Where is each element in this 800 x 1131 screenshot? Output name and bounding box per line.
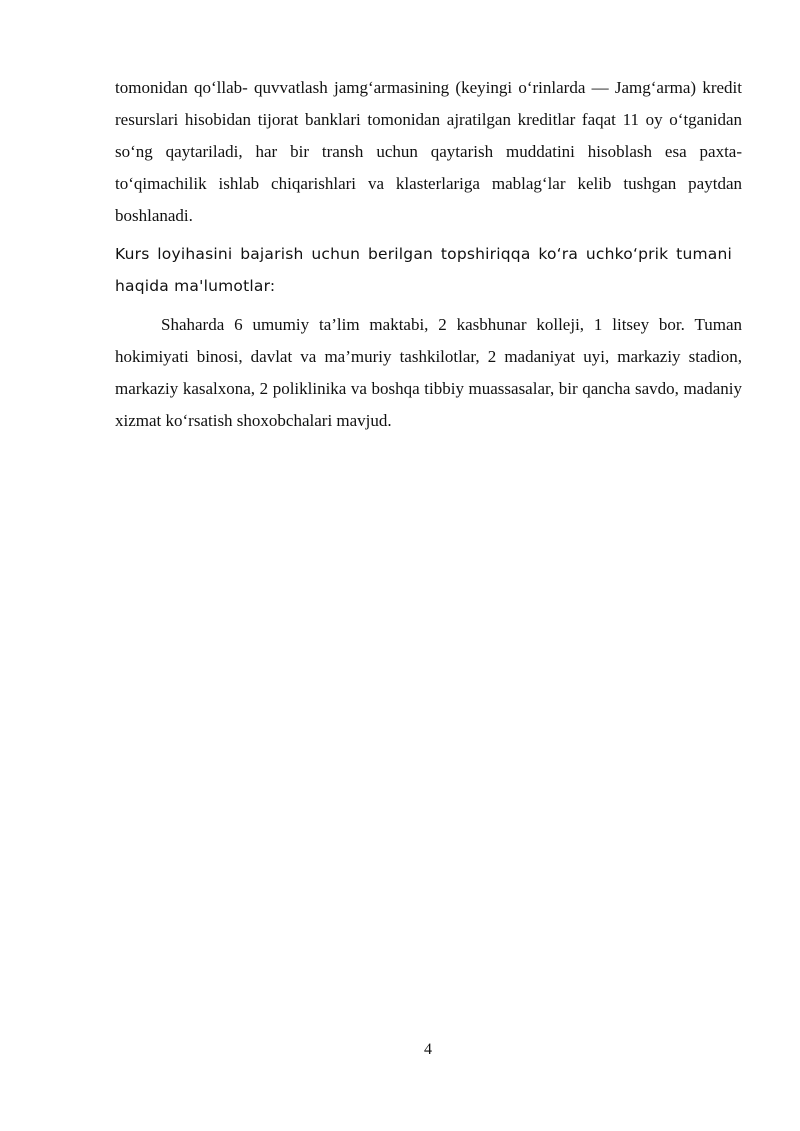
paragraph-credit-terms: tomonidan qo‘llab- quvvatlash jamg‘armasining (keyingi o‘rinlarda — Jamg‘arma) kredit resurslari hisobidan tijorat banklari tomonidan ajratilgan kreditlar faqat 11 oy o‘tganidan so‘ng qaytariladi, har bir transh uchun qaytarish muddatini hisoblash esa paxta-to‘qimachilik ishlab chiqarishlari va klasterlariga mablag‘lar kelib tushgan paytdan boshlanadi. (115, 78, 742, 225)
paragraph-course-project-intro: Kurs loyihasini bajarish uchun berilgan topshiriqqa ko‘ra uchko‘prik tumani haqida ma'lumotlar: (115, 245, 732, 295)
paragraph-district-facilities: Shaharda 6 umumiy ta’lim maktabi, 2 kasbhunar kolleji, 1 litsey bor. Tuman hokimiyati binosi, davlat va ma’muriy tashkilotlar, 2 madaniyat uyi, markaziy stadion, markaziy kasalxona, 2 poliklinika va boshqa tibbiy muassasalar, bir qancha savdo, madaniy xizmat ko‘rsatish shoxobchalari mavjud. (115, 315, 742, 430)
page-number: 4 (424, 1041, 432, 1058)
